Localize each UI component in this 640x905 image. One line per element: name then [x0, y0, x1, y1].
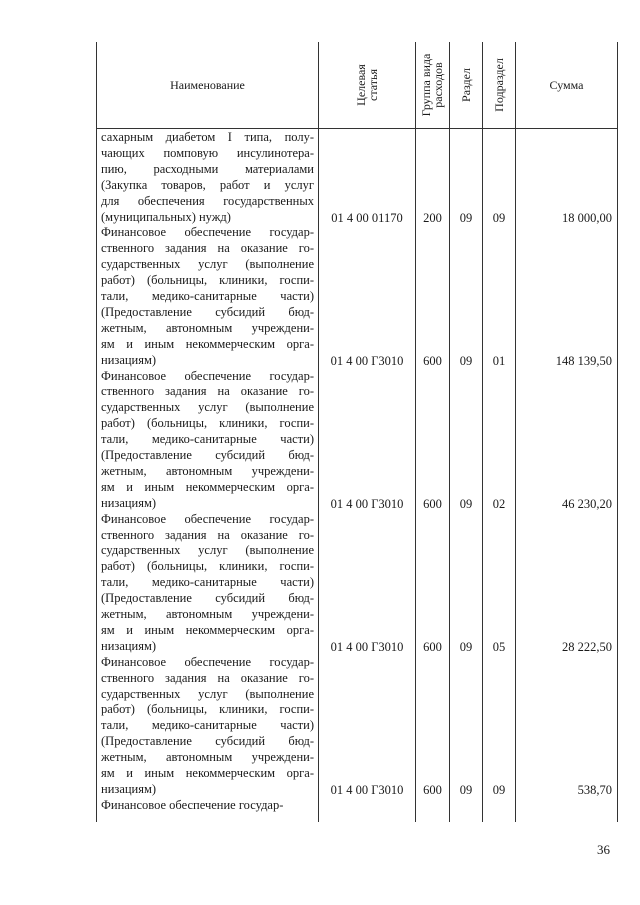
row-sum: 46 230,20	[562, 496, 612, 511]
row-group: 600	[423, 353, 442, 368]
row-subsection: 01	[492, 353, 506, 368]
column-divider	[318, 42, 319, 822]
row-section: 09	[459, 639, 473, 654]
row-name-line: (муниципальных) нужд)	[101, 209, 231, 224]
row-name-line: ям и иным некоммерческим орга-	[101, 766, 314, 780]
page-number: 36	[597, 842, 610, 857]
row-name-line: чающих помповую инсулинотера-	[101, 145, 314, 160]
row-sum: 18 000,00	[562, 210, 612, 225]
row-name-line: (Предоставление субсидий бюд-	[101, 591, 314, 606]
row-name-line: сударственных услуг (выполнение	[101, 686, 314, 701]
row-name-line: тали, медико-санитарные части)	[101, 289, 314, 303]
column-divider	[415, 42, 416, 822]
header-subsection	[483, 42, 515, 128]
header-target	[319, 42, 415, 128]
row-name-line: работ) (больницы, клиники, госпи-	[101, 702, 314, 717]
row-name-line: Финансовое обеспечение государ-	[101, 225, 314, 240]
row-name-line: работ) (больницы, клиники, госпи-	[101, 559, 314, 574]
row-target: 01 4 00 Г3010	[330, 353, 404, 368]
row-name-line: ственного задания на оказание го-	[101, 384, 314, 399]
row-name-line: жетным, автономным учреждени-	[101, 750, 314, 765]
row-section: 09	[459, 210, 473, 225]
header-group-line2: расходов	[431, 62, 445, 108]
row-subsection: 02	[492, 496, 506, 511]
row-name-line: ственного задания на оказание го-	[101, 670, 314, 685]
row-name-line: сударственных услуг (выполнение	[101, 400, 314, 415]
row-name-line: сударственных услуг (выполнение	[101, 543, 314, 558]
budget-table	[96, 42, 618, 822]
header-group-line1: Группа вида	[419, 53, 433, 117]
row-target: 01 4 00 01170	[331, 210, 403, 225]
row-section: 09	[459, 496, 473, 511]
row-name-line: (Закупка товаров, работ и услуг	[101, 177, 314, 192]
row-name-line: работ) (больницы, клиники, госпи-	[101, 273, 314, 288]
row-target: 01 4 00 Г3010	[330, 639, 404, 654]
row-name-line: пию, расходными материалами	[101, 161, 314, 176]
row-name-line: жетным, автономным учреждени-	[101, 463, 314, 478]
row-name-line: ям и иным некоммерческим орга-	[101, 336, 314, 351]
header-target-line2: статья	[366, 69, 380, 101]
row-name-line: тали, медико-санитарные части)	[101, 432, 314, 447]
row-name-line: сударственных услуг (выполнение	[101, 257, 314, 272]
row-section: 09	[459, 353, 473, 368]
header-sum	[516, 42, 617, 128]
row-sum: 148 139,50	[555, 353, 612, 368]
row-name-line: тали, медико-санитарные части)	[101, 575, 314, 590]
column-divider	[482, 42, 483, 822]
row-name-line: Финансовое обеспечение государ-	[101, 368, 314, 383]
row-name-line: (Предоставление субсидий бюд-	[101, 448, 314, 462]
row-name-line: ственного задания на оказание го-	[101, 527, 314, 542]
row-name-line: сахарным диабетом I типа, полу-	[101, 130, 314, 144]
row-name-line: жетным, автономным учреждени-	[101, 607, 314, 621]
column-divider	[515, 42, 516, 822]
row-name-line: ственного задания на оказание го-	[101, 241, 314, 256]
row-name-line: Финансовое обеспечение государ-	[101, 511, 314, 526]
header-section-label: Раздел	[459, 68, 473, 102]
header-name	[97, 42, 318, 128]
header-divider	[97, 128, 617, 129]
row-group: 600	[423, 782, 442, 797]
header-name-label: Наименование	[170, 77, 245, 92]
row-name-line: ям и иным некоммерческим орга-	[101, 479, 314, 494]
header-section	[450, 42, 482, 128]
row-subsection: 05	[492, 639, 506, 654]
row-name-line: ям и иным некоммерческим орга-	[101, 622, 314, 637]
row-name-line: низациям)	[101, 352, 157, 367]
header-target-line1: Целевая	[354, 64, 368, 106]
row-name-line: низациям)	[101, 638, 157, 653]
row-name-line: Финансовое обеспечение государ-	[101, 654, 314, 669]
row-subsection: 09	[492, 210, 506, 225]
column-divider	[449, 42, 450, 822]
row-group: 600	[423, 639, 442, 654]
row-name-line: жетным, автономным учреждени-	[101, 320, 314, 335]
row-section: 09	[459, 782, 473, 797]
row-group: 600	[423, 496, 442, 511]
row-sum: 28 222,50	[562, 639, 612, 654]
row-target: 01 4 00 Г3010	[330, 782, 404, 797]
row-sum: 538,70	[577, 782, 612, 797]
row-name-line: низациям)	[101, 495, 157, 510]
row-name-line: для обеспечения государственных	[101, 193, 314, 208]
row-name-line: (Предоставление субсидий бюд-	[101, 304, 314, 319]
row-group: 200	[423, 210, 442, 225]
row-subsection: 09	[492, 782, 506, 797]
row-name-line: работ) (больницы, клиники, госпи-	[101, 416, 314, 431]
row-name-line: (Предоставление субсидий бюд-	[101, 734, 314, 749]
header-sum-label: Сумма	[549, 77, 584, 92]
row-name-line: Финансовое обеспечение государ-	[101, 797, 284, 812]
row-name-line: тали, медико-санитарные части)	[101, 718, 314, 733]
row-target: 01 4 00 Г3010	[330, 496, 404, 511]
header-group	[416, 42, 449, 128]
header-subsection-label: Подраздел	[492, 58, 506, 112]
row-name-line: низациям)	[101, 781, 157, 796]
